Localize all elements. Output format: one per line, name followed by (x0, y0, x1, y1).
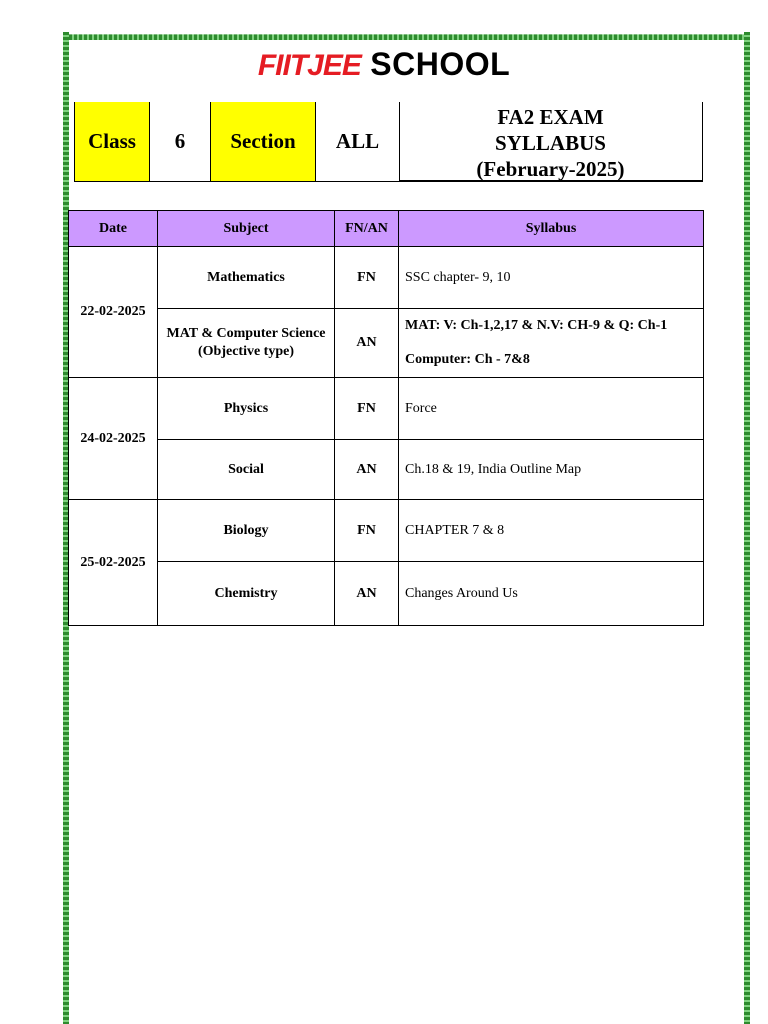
date-cell: 24-02-2025 (69, 378, 158, 500)
exam-title-line1: FA2 EXAM (497, 105, 604, 129)
subject-cell: MAT & Computer Science (Objective type) (158, 309, 335, 378)
school-label: SCHOOL (370, 46, 511, 82)
table-row (69, 440, 704, 500)
syllabus-cell: SSC chapter- 9, 10 (399, 247, 704, 309)
session-cell: FN (335, 378, 399, 440)
session-cell: FN (335, 247, 399, 309)
table-row (69, 500, 704, 562)
decorative-border-top (64, 32, 750, 40)
subject-cell: Biology (158, 500, 335, 562)
column-header-subject: Subject (158, 211, 335, 247)
page-title (0, 46, 768, 83)
class-value: 6 (150, 102, 211, 182)
class-label: Class (74, 102, 150, 182)
subject-cell: Chemistry (158, 562, 335, 626)
exam-title-line3: (February-2025) (476, 157, 625, 181)
syllabus-cell: Ch.18 & 19, India Outline Map (399, 440, 704, 500)
table-row (69, 562, 704, 626)
syllabus-cell (399, 309, 704, 378)
subject-cell: Physics (158, 378, 335, 440)
decorative-border-right (744, 32, 750, 1024)
subject-cell: Mathematics (158, 247, 335, 309)
date-cell: 22-02-2025 (69, 247, 158, 378)
column-header-date: Date (69, 211, 158, 247)
subject-cell: Social (158, 440, 335, 500)
syllabus-cell: CHAPTER 7 & 8 (399, 500, 704, 562)
session-cell: AN (335, 562, 399, 626)
brand-logo-text: FIITJEE (257, 49, 361, 82)
syllabus-table (68, 210, 704, 626)
date-cell: 25-02-2025 (69, 500, 158, 626)
column-header-syllabus: Syllabus (399, 211, 704, 247)
session-cell: FN (335, 500, 399, 562)
section-value: ALL (316, 102, 400, 182)
class-section-row (74, 102, 400, 182)
table-row (69, 378, 704, 440)
syllabus-cell: Force (399, 378, 704, 440)
table-header-row (69, 211, 704, 247)
exam-title-line2: SYLLABUS (495, 131, 606, 155)
session-cell: AN (335, 440, 399, 500)
table-row (69, 247, 704, 309)
syllabus-line: Computer: Ch - 7&8 (405, 352, 530, 367)
session-cell: AN (335, 309, 399, 378)
table-row (69, 309, 704, 378)
syllabus-cell: Changes Around Us (399, 562, 704, 626)
exam-title (399, 102, 703, 182)
column-header-session: FN/AN (335, 211, 399, 247)
section-label: Section (211, 102, 316, 182)
syllabus-line: MAT: V: Ch-1,2,17 & N.V: CH-9 & Q: Ch-1 (405, 318, 668, 333)
